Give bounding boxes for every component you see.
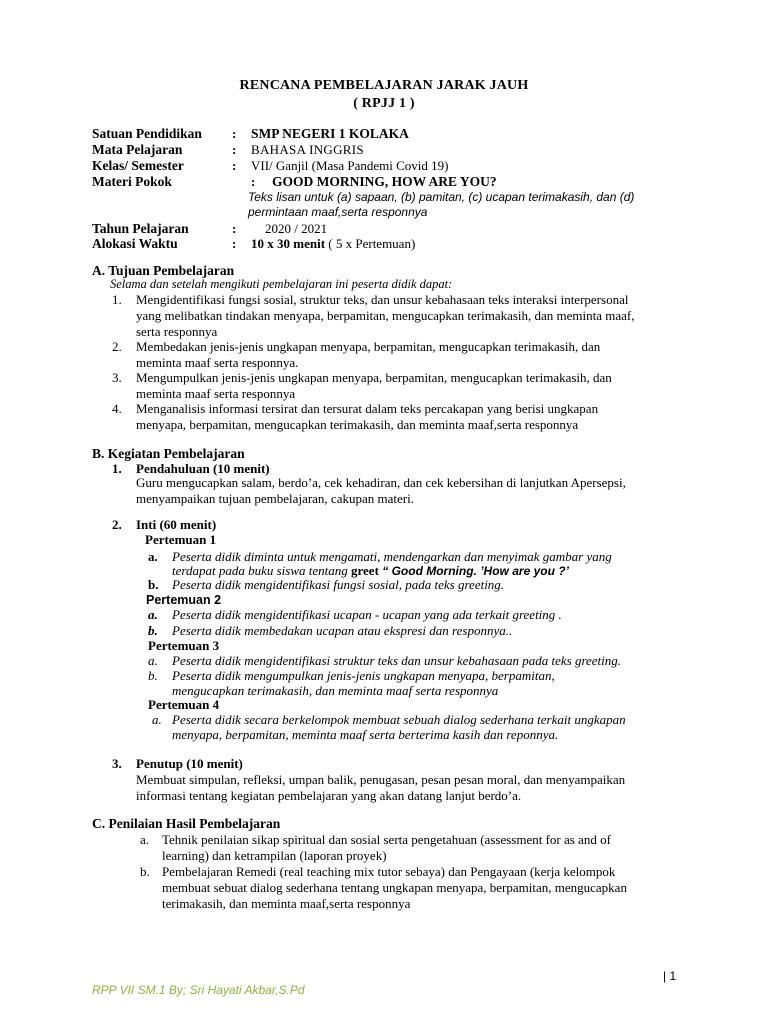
item-letter: b.	[148, 623, 158, 638]
kelas-label: Kelas/ Semester	[92, 158, 184, 173]
pertemuan-2-title: Pertemuan 2	[146, 593, 222, 607]
paragraph-line: learning) dan ketrampilan (laporan proyek)	[162, 848, 387, 863]
paragraph-line: Guru mengucapkan salam, berdo’a, cek kehadiran, dan cek kebersihan di lanjutkan Apersepsi,	[136, 475, 626, 490]
text-segment-quote: “ Good Morning. ’How are you ?’	[378, 564, 569, 578]
list-item-line: meminta maaf serta responnya	[136, 386, 296, 401]
pertemuan-3-title: Pertemuan 3	[148, 638, 220, 653]
penilaian-item-a	[162, 832, 682, 864]
page-number: | 1	[663, 969, 677, 983]
inti-title: Inti (60 menit)	[136, 517, 217, 532]
pertemuan-4-item-a: Peserta didik secara berkelompok membuat sebuah dialog sederhana terkait ungkapan	[172, 712, 626, 727]
list-item-line: serta responnya	[136, 324, 218, 339]
penutup-number: 3.	[112, 756, 122, 771]
item-letter: a.	[148, 653, 158, 668]
colon: :	[232, 236, 237, 251]
kelas-value: VII/ Ganjil (Masa Pandemi Covid 19)	[251, 158, 449, 173]
pertemuan-2-item-a: Peserta didik mengidentifikasi ucapan - ucapan yang ada terkait greeting .	[172, 607, 562, 622]
paragraph-line: Membuat simpulan, refleksi, umpan balik, penugasan, pesan pesan moral, dan menyampaikan	[136, 772, 626, 787]
section-c-heading: C. Penilaian Hasil Pembelajaran	[92, 816, 281, 831]
list-item	[136, 401, 696, 433]
list-number: 3.	[112, 370, 122, 385]
pertemuan-3-item-b: Peserta didik mengumpulkan jenis-jenis ungkapan menyapa, berpamitan,	[172, 668, 555, 683]
document-subtitle: ( RPJJ 1 )	[353, 96, 415, 111]
penilaian-item-b	[162, 864, 682, 912]
colon: :	[232, 126, 237, 141]
list-item-line: menyapa, berpamitan, mengucapkan terimakasih, dan meminta maaf,serta responnya	[136, 417, 579, 432]
satuan-label: Satuan Pendidikan	[92, 126, 202, 141]
tahun-value: 2020 / 2021	[265, 221, 328, 236]
pertemuan-2-item-b: Peserta didik membedakan ucapan atau ekspresi dan responnya..	[172, 623, 513, 638]
penutup-title: Penutup (10 menit)	[136, 756, 243, 771]
list-item-line: yang melibatkan tindakan menyapa, berpamitan, mengucapkan terimakasih, dan meminta maaf,	[136, 308, 635, 323]
penutup-text	[136, 772, 696, 804]
mapel-label: Mata Pelajaran	[92, 142, 183, 157]
pertemuan-1-item-b: Peserta didik mengidentifikasi fungsi sosial, pada teks greeting.	[172, 577, 505, 592]
paragraph-line: terimakasih, dan meminta maaf,serta responnya	[162, 896, 411, 911]
alokasi-bold: 10 x 30 menit	[251, 236, 326, 251]
pertemuan-3-item-b-line2: mengucapkan terimakasih, dan meminta maaf serta responnya	[172, 683, 499, 698]
paragraph-line: Pembelajaran Remedi (real teaching mix tutor sebaya) dan Pengayaan (kerja kelompok	[162, 864, 616, 879]
paragraph-line: menyampaikan tujuan pembelajaran, cakupan materi.	[136, 491, 414, 506]
document-title: RENCANA PEMBELAJARAN JARAK JAUH	[239, 78, 529, 93]
pendahuluan-text	[136, 475, 696, 507]
item-letter: b.	[148, 577, 159, 592]
list-item-line: Mengidentifikasi fungsi sosial, struktur teks, dan unsur kebahasaan teks interaksi interpersonal	[136, 292, 629, 307]
item-letter: b.	[140, 864, 150, 879]
colon: :	[232, 142, 237, 157]
list-item	[136, 339, 696, 371]
alokasi-value	[251, 236, 415, 252]
section-b-heading: B. Kegiatan Pembelajaran	[92, 446, 245, 461]
footer-author: RPP VII SM.1 By; Sri Hayati Akbar,S.Pd	[92, 983, 305, 997]
tahun-label: Tahun Pelajaran	[92, 221, 189, 236]
section-a-heading: A. Tujuan Pembelajaran	[92, 263, 235, 278]
item-letter: b.	[148, 668, 158, 683]
text-segment: terdapat pada buku siswa tentang	[172, 563, 351, 578]
item-letter: a.	[140, 832, 150, 847]
paragraph-line: informasi tentang kegiatan pembelajaran yang akan datang lanjut berdo’a.	[136, 788, 522, 803]
pertemuan-4-title: Pertemuan 4	[148, 697, 220, 712]
mapel-value: BAHASA INGGRIS	[251, 142, 364, 157]
list-item-line: Membedakan jenis-jenis ungkapan menyapa, berpamitan, mengucapkan terimakasih, dan	[136, 339, 601, 354]
pendahuluan-number: 1.	[112, 461, 122, 476]
list-number: 4.	[112, 401, 122, 416]
list-item	[136, 370, 696, 402]
item-letter: a.	[152, 712, 162, 727]
colon: :	[251, 174, 256, 189]
pendahuluan-title: Pendahuluan (10 menit)	[136, 461, 270, 476]
alokasi-rest: ( 5 x Pertemuan)	[325, 236, 416, 251]
pertemuan-3-item-a: Peserta didik mengidentifikasi struktur teks dan unsur kebahasaan pada teks greeting.	[172, 653, 622, 668]
materi-value: GOOD MORNING, HOW ARE YOU?	[272, 174, 497, 189]
item-letter: a.	[148, 607, 158, 622]
alokasi-label: Alokasi Waktu	[92, 236, 178, 251]
colon: :	[232, 158, 237, 173]
materi-desc-line2: permintaan maaf,serta responnya	[248, 205, 428, 219]
satuan-value: SMP NEGERI 1 KOLAKA	[251, 126, 409, 141]
list-item	[136, 292, 696, 340]
inti-number: 2.	[112, 517, 122, 532]
pertemuan-1-item-a: Peserta didik diminta untuk mengamati, mendengarkan dan menyimak gambar yang	[172, 549, 612, 564]
paragraph-line: membuat sebuat dialog sederhana tentang ungkapan menyapa, berpamitan, mengucapkan	[162, 880, 627, 895]
item-letter: a.	[148, 549, 158, 564]
materi-desc-line1: Teks lisan untuk (a) sapaan, (b) pamitan, (c) ucapan terimakasih, dan (d)	[248, 190, 635, 204]
pertemuan-4-item-a-line2: menyapa, berpamitan, meminta maaf serta berterima kasih dan reponnya.	[172, 727, 559, 742]
pertemuan-1-title: Pertemuan 1	[145, 532, 217, 547]
text-segment-bold: greet	[351, 563, 379, 578]
colon: :	[232, 221, 237, 236]
list-number: 1.	[112, 292, 122, 307]
list-item-line: Menganalisis informasi tersirat dan tersurat dalam teks percakapan yang berisi ungkapan	[136, 401, 599, 416]
materi-label: Materi Pokok	[92, 174, 172, 189]
section-a-intro: Selama dan setelah mengikuti pembelajaran ini peserta didik dapat:	[110, 277, 453, 291]
list-item-line: Mengumpulkan jenis-jenis ungkapan menyapa, berpamitan, mengucapkan terimakasih, dan	[136, 370, 612, 385]
list-number: 2.	[112, 339, 122, 354]
list-item-line: meminta maaf serta responnya.	[136, 355, 299, 370]
paragraph-line: Tehnik penilaian sikap spiritual dan sosial serta pengetahuan (assessment for as and of	[162, 832, 611, 847]
